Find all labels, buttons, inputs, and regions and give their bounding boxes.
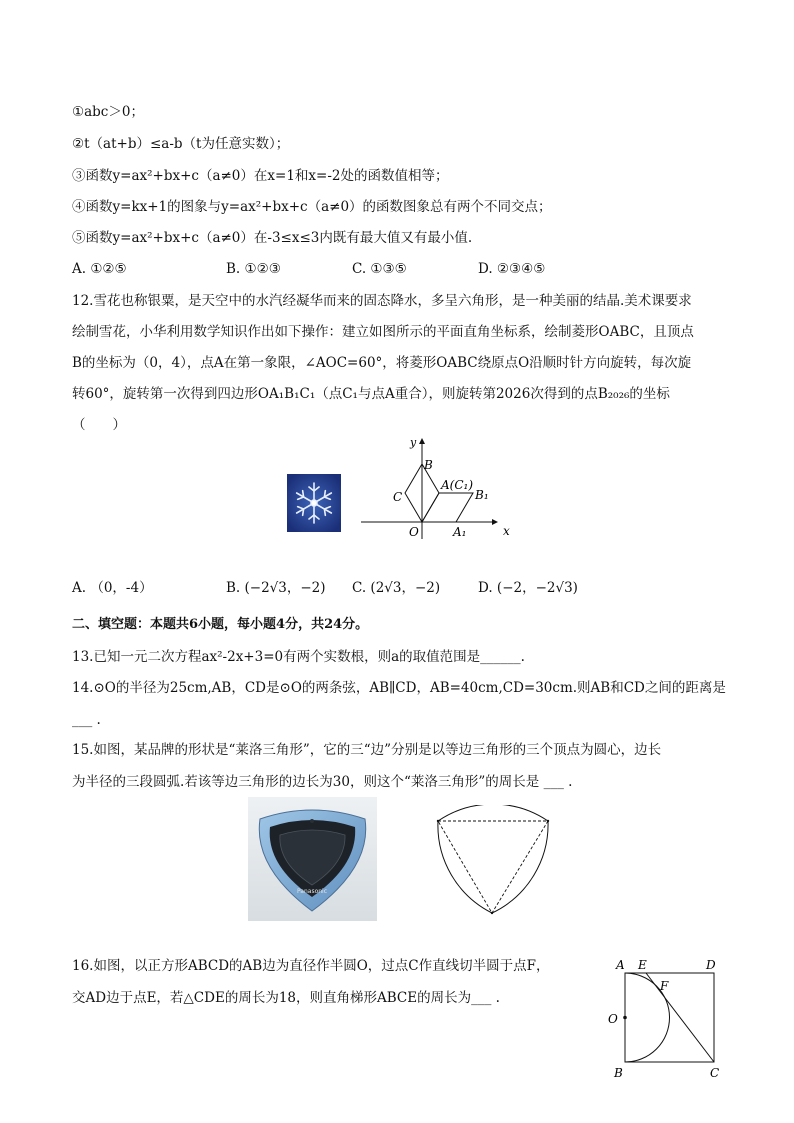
label-e: E xyxy=(638,958,647,972)
point-o xyxy=(623,1016,627,1020)
robot-vacuum-image xyxy=(248,797,377,921)
q11-option-d[interactable]: D. ②③④⑤ xyxy=(478,261,546,277)
q12-line-2: 绘制雪花，小华利用数学知识作出如下操作：建立如图所示的平面直角坐标系，绘制菱形OABC，且顶点 xyxy=(72,324,694,340)
brand-logo: Panasonic xyxy=(296,888,328,895)
rhombus-oa1b1c1 xyxy=(422,493,473,522)
q13-text: 13.已知一元二次方程ax²-2x+3=0有两个实数根，则a的取值范围是______. xyxy=(72,649,525,665)
label-c: C xyxy=(710,1066,720,1080)
q11-statement-5: ⑤函数y=ax²+bx+c（a≠0）在-3≤x≤3内既有最大值又有最小值. xyxy=(72,230,473,246)
label-b: B xyxy=(614,1066,623,1080)
q11-statement-4: ④函数y=kx+1的图象与y=ax²+bx+c（a≠0）的函数图象总有两个不同交点； xyxy=(72,199,552,215)
q11-statement-1: ①abc＞0； xyxy=(72,104,144,120)
label-x: x xyxy=(503,524,510,538)
q12-option-b[interactable]: B. (−2√3，−2) xyxy=(226,580,326,596)
q12-line-4: 转60°，旋转第一次得到四边形OA₁B₁C₁（点C₁与点A重合），则旋转第2026次得到的点B₂₀₂₆的坐标 xyxy=(72,386,670,402)
label-b: B xyxy=(424,458,433,472)
label-o: O xyxy=(409,525,419,539)
label-o: O xyxy=(608,1012,618,1026)
q12-line-3: B的坐标为（0，4），点A在第一象限，∠AOC=60°，将菱形OABC绕原点O沿顺时针方向旋转，每次旋 xyxy=(72,355,692,371)
rhombus-figure xyxy=(355,433,515,543)
q15-line-2: 为半径的三段圆弧.若该等边三角形的边长为30，则这个“莱洛三角形”的周长是 ___ . xyxy=(72,774,573,790)
reuleaux-triangle-figure xyxy=(435,805,553,917)
q12-line-5: （ ） xyxy=(72,417,126,433)
label-b1: B₁ xyxy=(475,488,489,502)
square-semicircle-figure xyxy=(604,955,729,1083)
inner-triangle xyxy=(438,821,548,913)
label-y: y xyxy=(410,436,417,449)
label-a1: A₁ xyxy=(453,525,467,539)
label-a: A xyxy=(616,958,625,972)
q16-line-2: 交AD边于点E，若△CDE的周长为18，则直角梯形ABCE的周长为___ . xyxy=(72,990,500,1006)
label-a-c1: A(C₁) xyxy=(441,478,474,492)
q11-option-a[interactable]: A. ①②⑤ xyxy=(72,261,127,277)
q16-line-1: 16.如图，以正方形ABCD的AB边为直径作半圆O，过点C作直线切半圆于点F， xyxy=(72,958,550,974)
q14-line-2: ___ . xyxy=(72,712,101,728)
q11-option-b[interactable]: B. ①②③ xyxy=(226,261,281,277)
q11-statement-2: ②t（at+b）≤a-b（t为任意实数）； xyxy=(72,136,290,152)
q12-option-c[interactable]: C. (2√3，−2) xyxy=(352,580,441,596)
label-d: D xyxy=(706,958,716,972)
section-2-heading: 二、填空题：本题共6小题，每小题4分，共24分。 xyxy=(72,617,369,632)
q12-line-1: 12.雪花也称银粟，是天空中的水汽经凝华而来的固态降水，多呈六角形，是一种美丽的结晶.美术课要求 xyxy=(72,293,692,309)
q15-line-1: 15.如图，某品牌的形状是“莱洛三角形”，它的三“边”分别是以等边三角形的三个顶点为圆心，边长 xyxy=(72,742,662,758)
q14-line-1: 14.⊙O的半径为25cm,AB，CD是⊙O的两条弦，AB∥CD，AB=40cm,CD=30cm.则AB和CD之间的距离是 xyxy=(72,680,726,696)
q12-option-a[interactable]: A. （0，-4） xyxy=(72,580,153,596)
q12-option-d[interactable]: D. (−2，−2√3) xyxy=(478,580,578,596)
label-c: C xyxy=(393,490,403,504)
q11-statement-3: ③函数y=ax²+bx+c（a≠0）在x=1和x=-2处的函数值相等； xyxy=(72,168,449,184)
label-f: F xyxy=(660,979,669,993)
q11-option-c[interactable]: C. ①③⑤ xyxy=(352,261,407,277)
snowflake-image xyxy=(287,474,341,532)
